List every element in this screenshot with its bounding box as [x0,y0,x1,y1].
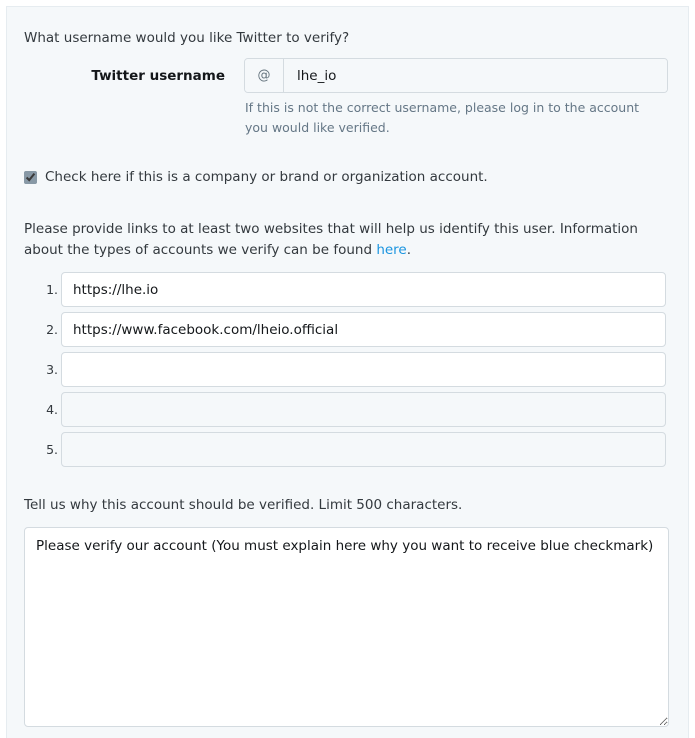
company-checkbox-row[interactable] [24,169,488,185]
reason-label: Tell us why this account should be verified. Limit 500 characters. [24,497,463,513]
website-link-row-5 [37,432,669,467]
website-link-row-3 [37,352,669,387]
accounts-info-link[interactable]: here [376,242,407,258]
website-link-input-2[interactable] [61,312,666,347]
company-checkbox[interactable] [24,171,37,184]
twitter-username-label: Twitter username [91,68,225,84]
username-help-text: If this is not the correct username, please log in to the account you would like verified. [245,100,640,135]
link-number: 5. [46,442,58,457]
username-input[interactable] [284,59,667,92]
links-intro [24,219,664,261]
link-number: 4. [46,402,58,417]
reason-textarea[interactable] [24,527,669,727]
link-number: 3. [46,362,58,377]
website-link-row-4 [37,392,669,427]
website-link-input-1[interactable] [61,272,666,307]
website-link-input-5[interactable] [61,432,666,467]
links-intro-text: Please provide links to at least two websites that will help us identify this user. Information about the types of accounts we verify can be found [24,221,638,258]
verification-form-panel [6,6,689,738]
link-number: 1. [46,282,58,297]
website-link-row-2 [37,312,669,347]
links-intro-suffix: . [406,242,412,258]
website-link-input-4[interactable] [61,392,666,427]
username-question: What username would you like Twitter to verify? [24,30,350,46]
company-checkbox-label: Check here if this is a company or brand or organization account. [45,169,488,185]
website-link-row-1 [37,272,669,307]
website-link-input-3[interactable] [61,352,666,387]
link-number: 2. [46,322,58,337]
username-input-group [244,58,668,93]
at-symbol-addon: @ [245,59,284,92]
